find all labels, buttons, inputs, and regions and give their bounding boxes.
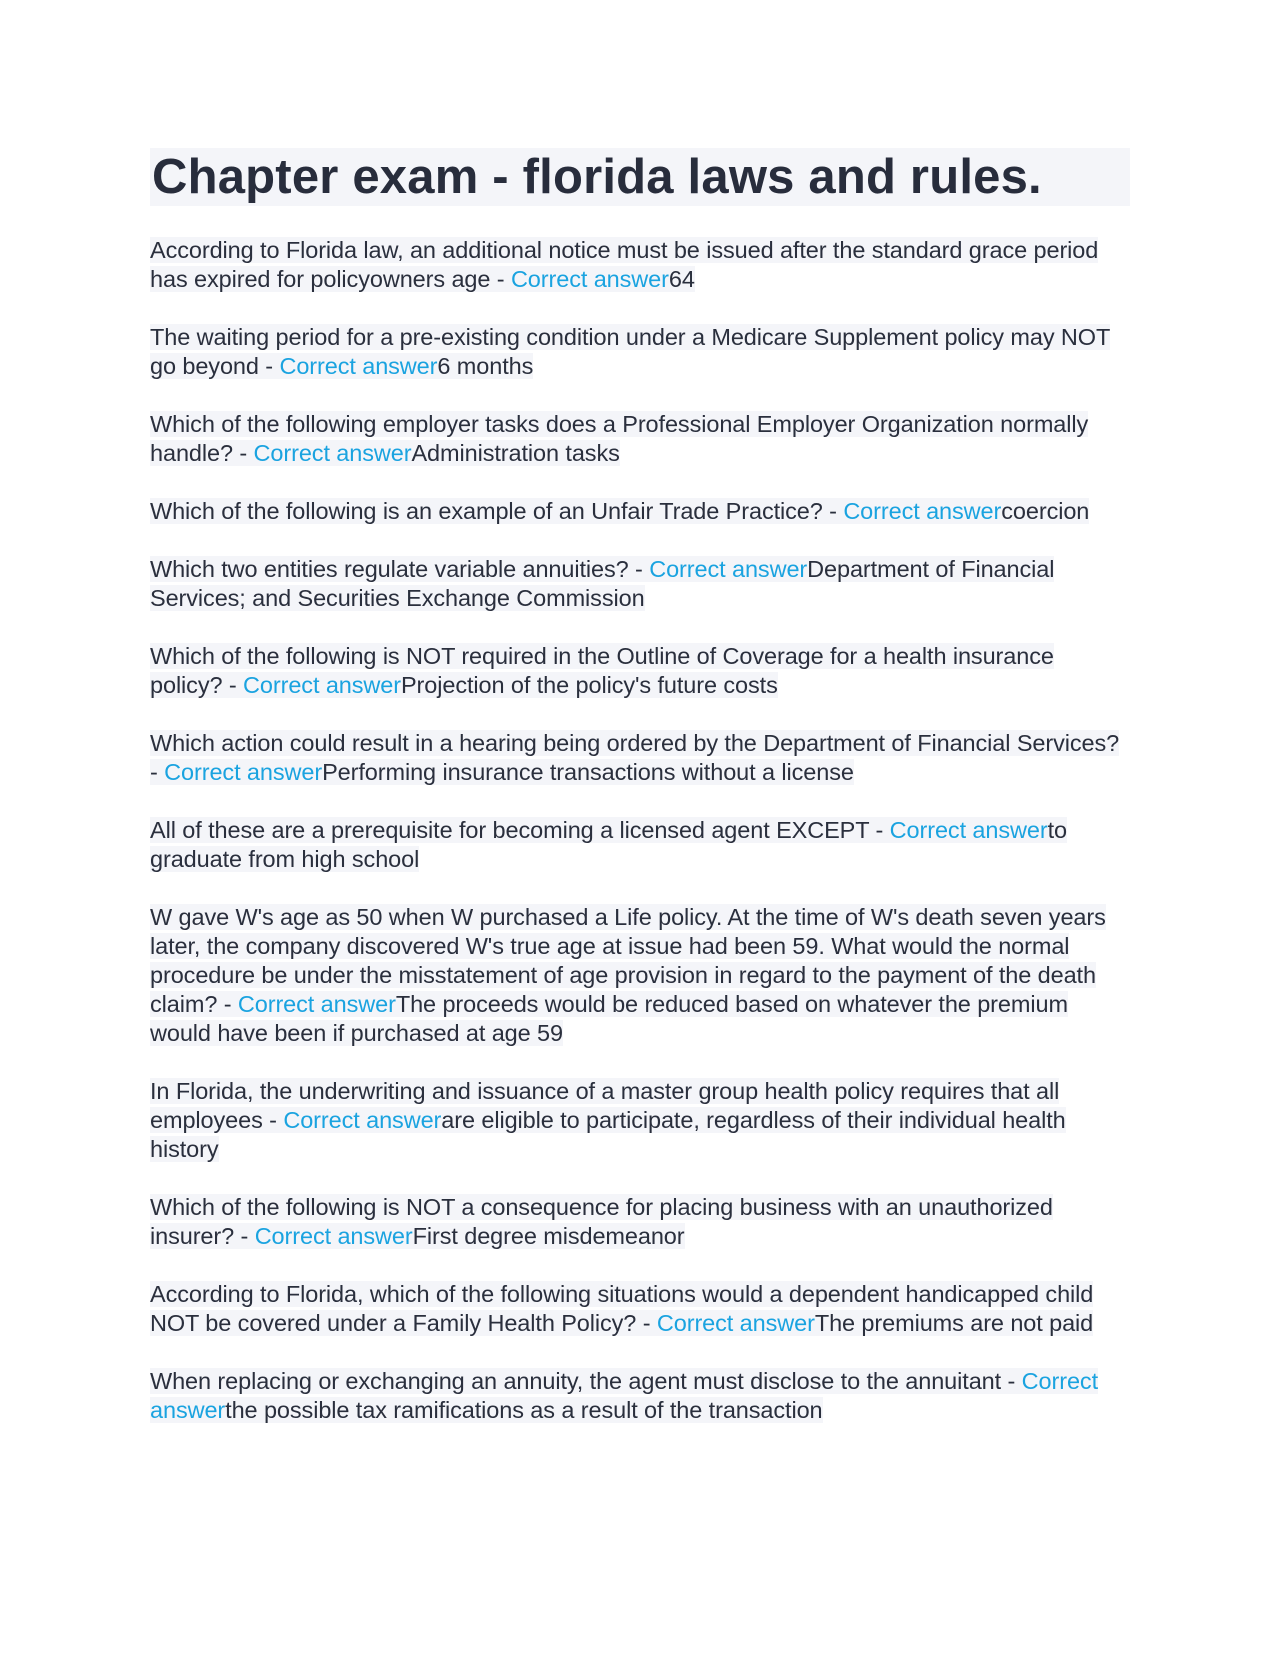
question-text: Which of the following employer tasks does a Professional Employer Organization normally handle? - [150,411,1089,466]
qa-highlight [150,556,1054,611]
qa-item [150,1280,1130,1338]
qa-highlight [150,904,1106,1046]
answer-text: coercion [1001,498,1090,524]
correct-answer-label: Correct answer [649,556,808,582]
question-text: According to Florida, which of the following situations would a dependent handicapped child NOT be covered under a Family Health Policy? - [150,1281,1094,1336]
qa-highlight [150,643,1054,698]
correct-answer-label: Correct answer [237,991,396,1017]
question-text: W gave W's age as 50 when W purchased a Life policy. At the time of W's death seven years later, the company discovered W's true age at issue had been 59. What would the normal procedure be under the misstatement of age provision in regard to the payment of the death claim? - [150,904,1106,1017]
document-title: Chapter exam - florida laws and rules. [150,148,1130,206]
correct-answer-label: Correct answer [843,498,1002,524]
question-text: When replacing or exchanging an annuity, the agent must disclose to the annuitant - [150,1368,1022,1394]
qa-item [150,729,1130,787]
answer-text: are eligible to participate, regardless of their individual health history [150,1107,1066,1162]
answer-text: to graduate from high school [150,817,1067,872]
question-text: The waiting period for a pre-existing condition under a Medicare Supplement policy may NOT go beyond - [150,324,1110,379]
answer-text: Performing insurance transactions without a license [322,759,854,785]
correct-answer-label: Correct answer [656,1310,815,1336]
correct-answer-label: Correct answer [889,817,1048,843]
qa-item [150,1367,1130,1425]
qa-item [150,903,1130,1048]
qa-item [150,497,1130,526]
answer-text: Department of Financial Services; and Securities Exchange Commission [150,556,1055,611]
qa-item [150,555,1130,613]
correct-answer-label: Correct answer [150,1368,1099,1423]
qa-item [150,323,1130,381]
answer-text: Administration tasks [411,440,620,466]
qa-item [150,642,1130,700]
question-text: Which action could result in a hearing being ordered by the Department of Financial Services? - [150,730,1120,785]
correct-answer-label: Correct answer [164,759,323,785]
document-page [150,148,1130,1454]
qa-item [150,1193,1130,1251]
qa-list [150,236,1130,1425]
answer-text: Projection of the policy's future costs [400,672,778,698]
correct-answer-label: Correct answer [283,1107,442,1133]
question-text: All of these are a prerequisite for becoming a licensed agent EXCEPT - [150,817,890,843]
answer-text: First degree misdemeanor [412,1223,685,1249]
correct-answer-label: Correct answer [253,440,412,466]
answer-text: 64 [668,266,695,292]
qa-highlight [150,1078,1066,1162]
qa-highlight [150,237,1098,292]
answer-text: the possible tax ramifications as a result of the transaction [225,1397,823,1423]
question-text: Which of the following is NOT a consequence for placing business with an unauthorized insurer? - [150,1194,1053,1249]
question-text: Which two entities regulate variable annuities? - [150,556,650,582]
answer-text: 6 months [437,353,534,379]
answer-text: The proceeds would be reduced based on whatever the premium would have been if purchased at age 59 [150,991,1068,1046]
correct-answer-label: Correct answer [254,1223,413,1249]
qa-highlight [150,1368,1098,1423]
qa-highlight [150,411,1088,466]
question-text: Which of the following is an example of an Unfair Trade Practice? - [150,498,844,524]
correct-answer-label: Correct answer [510,266,669,292]
qa-highlight [150,730,1119,785]
qa-item [150,1077,1130,1164]
question-text: In Florida, the underwriting and issuance of a master group health policy requires that all employees - [150,1078,1060,1133]
question-text: According to Florida law, an additional notice must be issued after the standard grace period has expired for policyowners age - [150,237,1099,292]
question-text: Which of the following is NOT required in the Outline of Coverage for a health insurance policy? - [150,643,1054,698]
qa-highlight [150,1194,1053,1249]
qa-item [150,816,1130,874]
correct-answer-label: Correct answer [243,672,401,698]
correct-answer-label: Correct answer [279,353,438,379]
qa-item [150,410,1130,468]
qa-highlight [150,1281,1093,1336]
qa-highlight [150,817,1067,872]
qa-item [150,236,1130,294]
qa-highlight [150,324,1110,379]
answer-text: The premiums are not paid [814,1310,1094,1336]
qa-highlight [150,498,1089,524]
